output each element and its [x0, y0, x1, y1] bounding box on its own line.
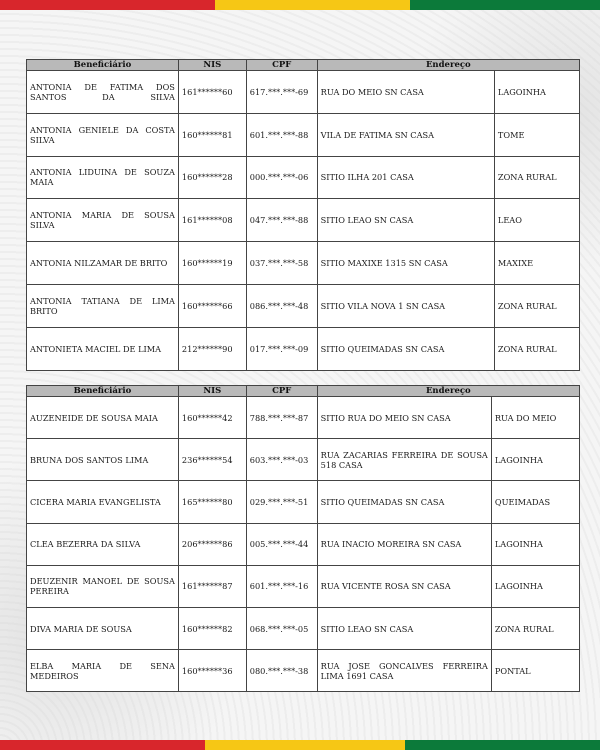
cell-address: SITIO LEAO SN CASA	[317, 199, 494, 242]
table-row	[27, 242, 580, 285]
cell-locality: ZONA RURAL	[494, 284, 579, 327]
cell-cpf: 601.***.***-16	[246, 565, 317, 607]
cell-nis: 160******28	[178, 156, 246, 199]
cell-name: ANTONIETA MACIEL DE LIMA	[27, 327, 179, 370]
header-endereco: Endereço	[317, 386, 579, 397]
cell-name: ANTONIA NILZAMAR DE BRITO	[27, 242, 179, 285]
cell-name: ANTONIA TATIANA DE LIMA BRITO	[27, 284, 179, 327]
cell-address: RUA DO MEIO SN CASA	[317, 71, 494, 114]
table-row	[27, 523, 580, 565]
cell-name: DIVA MARIA DE SOUSA	[27, 607, 179, 649]
bottom-color-stripe	[0, 740, 600, 750]
cell-name: CICERA MARIA EVANGELISTA	[27, 481, 179, 523]
cell-nis: 160******82	[178, 607, 246, 649]
cell-nis: 160******19	[178, 242, 246, 285]
cell-address: RUA ZACARIAS FERREIRA DE SOUSA 518 CASA	[317, 439, 491, 481]
table-row	[27, 327, 580, 370]
cell-cpf: 086.***.***-48	[246, 284, 317, 327]
cell-address: SITIO VILA NOVA 1 SN CASA	[317, 284, 494, 327]
header-cpf: CPF	[246, 386, 317, 397]
cell-cpf: 005.***.***-44	[246, 523, 317, 565]
cell-nis: 161******08	[178, 199, 246, 242]
cell-nis: 236******54	[178, 439, 246, 481]
cell-name: ANTONIA MARIA DE SOUSA SILVA	[27, 199, 179, 242]
table-row	[27, 481, 580, 523]
table-row	[27, 71, 580, 114]
cell-cpf: 047.***.***-88	[246, 199, 317, 242]
cell-locality: ZONA RURAL	[491, 607, 579, 649]
table-row	[27, 607, 580, 649]
cell-name: CLEA BEZERRA DA SILVA	[27, 523, 179, 565]
cell-address: SITIO MAXIXE 1315 SN CASA	[317, 242, 494, 285]
cell-locality: MAXIXE	[494, 242, 579, 285]
cell-address: RUA VICENTE ROSA SN CASA	[317, 565, 491, 607]
cell-cpf: 068.***.***-05	[246, 607, 317, 649]
table-row	[27, 439, 580, 481]
cell-locality: RUA DO MEIO	[491, 397, 579, 439]
beneficiaries-table-2	[26, 385, 580, 692]
cell-name: AUZENEIDE DE SOUSA MAIA	[27, 397, 179, 439]
cell-address: SITIO QUEIMADAS SN CASA	[317, 327, 494, 370]
cell-locality: LEAO	[494, 199, 579, 242]
cell-locality: LAGOINHA	[491, 439, 579, 481]
header-endereco: Endereço	[317, 60, 579, 71]
cell-locality: LAGOINHA	[491, 565, 579, 607]
cell-cpf: 037.***.***-58	[246, 242, 317, 285]
table-header-row	[27, 386, 580, 397]
cell-cpf: 080.***.***-38	[246, 650, 317, 692]
cell-name: ANTONIA LIDUINA DE SOUZA MAIA	[27, 156, 179, 199]
cell-locality: ZONA RURAL	[494, 327, 579, 370]
cell-nis: 161******87	[178, 565, 246, 607]
cell-address: RUA INACIO MOREIRA SN CASA	[317, 523, 491, 565]
cell-name: ANTONIA DE FATIMA DOS SANTOS DA SILVA	[27, 71, 179, 114]
cell-address: RUA JOSE GONCALVES FERREIRA LIMA 1691 CASA	[317, 650, 491, 692]
table-row	[27, 284, 580, 327]
cell-nis: 206******86	[178, 523, 246, 565]
cell-cpf: 029.***.***-51	[246, 481, 317, 523]
table-row	[27, 650, 580, 692]
cell-cpf: 788.***.***-87	[246, 397, 317, 439]
cell-address: SITIO QUEIMADAS SN CASA	[317, 481, 491, 523]
table-row	[27, 156, 580, 199]
cell-nis: 160******42	[178, 397, 246, 439]
header-cpf: CPF	[246, 60, 317, 71]
cell-nis: 160******66	[178, 284, 246, 327]
cell-cpf: 603.***.***-03	[246, 439, 317, 481]
cell-address: SITIO RUA DO MEIO SN CASA	[317, 397, 491, 439]
cell-name: DEUZENIR MANOEL DE SOUSA PEREIRA	[27, 565, 179, 607]
cell-name: ANTONIA GENIELE DA COSTA SILVA	[27, 113, 179, 156]
cell-locality: TOME	[494, 113, 579, 156]
cell-address: SITIO LEAO SN CASA	[317, 607, 491, 649]
beneficiaries-table-1	[26, 59, 580, 371]
cell-name: BRUNA DOS SANTOS LIMA	[27, 439, 179, 481]
cell-name: ELBA MARIA DE SENA MEDEIROS	[27, 650, 179, 692]
cell-cpf: 617.***.***-69	[246, 71, 317, 114]
cell-cpf: 000.***.***-06	[246, 156, 317, 199]
cell-locality: QUEIMADAS	[491, 481, 579, 523]
cell-locality: LAGOINHA	[494, 71, 579, 114]
table-row	[27, 199, 580, 242]
table-row	[27, 565, 580, 607]
table-header-row	[27, 60, 580, 71]
header-nis: NIS	[178, 60, 246, 71]
cell-locality: LAGOINHA	[491, 523, 579, 565]
cell-cpf: 017.***.***-09	[246, 327, 317, 370]
table-row	[27, 397, 580, 439]
cell-nis: 161******60	[178, 71, 246, 114]
header-beneficiario: Beneficiário	[27, 60, 179, 71]
cell-nis: 160******36	[178, 650, 246, 692]
cell-nis: 160******81	[178, 113, 246, 156]
header-nis: NIS	[178, 386, 246, 397]
header-beneficiario: Beneficiário	[27, 386, 179, 397]
cell-address: VILA DE FATIMA SN CASA	[317, 113, 494, 156]
cell-locality: ZONA RURAL	[494, 156, 579, 199]
cell-cpf: 601.***.***-88	[246, 113, 317, 156]
cell-nis: 212******90	[178, 327, 246, 370]
top-color-stripe	[0, 0, 600, 10]
cell-locality: PONTAL	[491, 650, 579, 692]
cell-nis: 165******80	[178, 481, 246, 523]
table-row	[27, 113, 580, 156]
cell-address: SITIO ILHA 201 CASA	[317, 156, 494, 199]
